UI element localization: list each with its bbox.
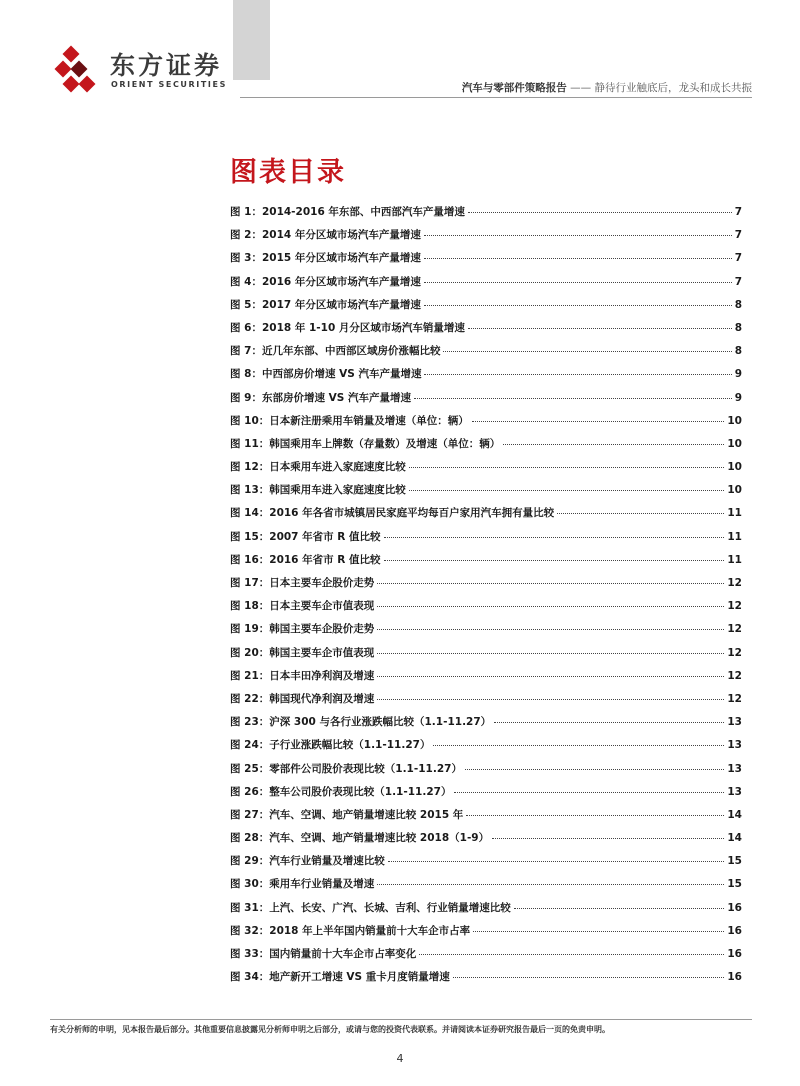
- orient-securities-logo-icon: [54, 44, 104, 94]
- toc-entry[interactable]: [230, 552, 742, 575]
- toc-entry-page: 11: [727, 507, 742, 520]
- toc-dot-leader: [465, 769, 724, 770]
- toc-dot-leader: [388, 861, 725, 862]
- toc-dot-leader: [492, 838, 724, 839]
- toc-entry-label: 图 12：日本乘用车进入家庭速度比较: [230, 461, 406, 474]
- toc-dot-leader: [384, 560, 725, 561]
- footer-disclaimer: 有关分析师的申明，见本报告最后部分。其他重要信息披露见分析师申明之后部分，或请与您的投资代表联系。并请阅读本证券研究报告最后一页的免责申明。: [50, 1025, 610, 1034]
- toc-entry[interactable]: [230, 297, 742, 320]
- toc-entry-page: 12: [727, 692, 742, 705]
- toc-dot-leader: [557, 513, 724, 514]
- toc-entry-label: 图 25：零部件公司股价表现比较（1.1-11.27）: [230, 762, 462, 775]
- toc-entry[interactable]: [230, 598, 742, 621]
- toc-entry-page: 16: [727, 971, 742, 984]
- toc-dot-leader: [468, 328, 732, 329]
- toc-entry-page: 10: [727, 484, 742, 497]
- toc-entry-label: 图 13：韩国乘用车进入家庭速度比较: [230, 484, 406, 497]
- header-separator: ——: [570, 82, 592, 94]
- toc-entry-page: 11: [727, 530, 742, 543]
- toc-entry-label: 图 11：韩国乘用车上牌数（存量数）及增速（单位：辆）: [230, 437, 501, 450]
- toc-entry[interactable]: [230, 761, 742, 784]
- toc-entry-page: 13: [727, 716, 742, 729]
- figure-toc-list: [230, 204, 742, 992]
- toc-dot-leader: [503, 444, 724, 445]
- toc-dot-leader: [384, 537, 725, 538]
- toc-entry[interactable]: [230, 830, 742, 853]
- toc-dot-leader: [377, 629, 724, 630]
- toc-entry-label: 图 21：日本丰田净利润及增速: [230, 669, 375, 682]
- toc-dot-leader: [443, 351, 731, 352]
- toc-entry-page: 12: [727, 646, 742, 659]
- toc-entry[interactable]: [230, 645, 742, 668]
- toc-dot-leader: [377, 699, 724, 700]
- toc-dot-leader: [424, 305, 732, 306]
- toc-entry-page: 7: [734, 206, 742, 218]
- toc-entry[interactable]: [230, 923, 742, 946]
- toc-dot-leader: [424, 374, 731, 375]
- toc-entry[interactable]: [230, 459, 742, 482]
- toc-dot-leader: [473, 931, 724, 932]
- toc-dot-leader: [377, 884, 724, 885]
- toc-entry-label: 图 31：上汽、长安、广汽、长城、吉利、行业销量增速比较: [230, 901, 511, 914]
- toc-entry-page: 9: [734, 368, 742, 381]
- toc-entry-label: 图 5：2017 年分区域市场汽车产量增速: [230, 298, 421, 311]
- toc-dot-leader: [514, 908, 725, 909]
- toc-entry[interactable]: [230, 227, 742, 250]
- toc-entry-page: 12: [727, 577, 742, 589]
- toc-entry-label: 图 3：2015 年分区域市场汽车产量增速: [230, 252, 421, 265]
- toc-dot-leader: [494, 722, 724, 723]
- toc-entry[interactable]: [230, 737, 742, 760]
- toc-entry-label: 图 14：2016 年各省市城镇居民家庭平均每百户家用汽车拥有量比较: [230, 507, 555, 520]
- logo-name-en: ORIENT SECURITIES: [111, 80, 227, 89]
- toc-entry-page: 8: [734, 321, 742, 334]
- toc-dot-leader: [472, 421, 725, 422]
- toc-entry-page: 9: [734, 391, 742, 404]
- page-number: 4: [396, 1052, 404, 1065]
- toc-entry[interactable]: [230, 969, 742, 992]
- toc-entry[interactable]: [230, 946, 742, 969]
- toc-entry-page: 14: [727, 832, 742, 845]
- toc-entry[interactable]: [230, 390, 742, 413]
- toc-dot-leader: [377, 653, 724, 654]
- toc-entry-page: 12: [727, 623, 742, 636]
- toc-entry[interactable]: [230, 505, 742, 528]
- toc-dot-leader: [377, 583, 724, 584]
- header-divider: [240, 97, 752, 98]
- toc-entry[interactable]: [230, 274, 742, 297]
- toc-entry-label: 图 27：汽车、空调、地产销量增速比较 2015 年: [230, 808, 464, 821]
- toc-dot-leader: [414, 398, 732, 399]
- toc-dot-leader: [377, 606, 724, 607]
- toc-entry-label: 图 32：2018 年上半年国内销量前十大车企市占率: [230, 924, 471, 937]
- toc-entry-label: 图 18：日本主要车企市值表现: [230, 600, 375, 613]
- toc-entry-label: 图 22：韩国现代净利润及增速: [230, 692, 375, 705]
- toc-entry-label: 图 4：2016 年分区域市场汽车产量增速: [230, 275, 421, 288]
- toc-entry[interactable]: [230, 714, 742, 737]
- company-logo: [54, 44, 227, 96]
- toc-entry-page: 16: [727, 948, 742, 960]
- toc-dot-leader: [409, 467, 725, 468]
- toc-entry-page: 7: [734, 229, 742, 242]
- toc-entry-label: 图 24：子行业涨跌幅比较（1.1-11.27）: [230, 739, 431, 752]
- toc-entry-page: 16: [727, 901, 742, 914]
- toc-entry[interactable]: [230, 853, 742, 876]
- toc-entry[interactable]: [230, 621, 742, 644]
- toc-title: 图表目录: [230, 157, 346, 188]
- toc-entry-page: 11: [727, 553, 742, 566]
- toc-entry[interactable]: [230, 900, 742, 923]
- toc-entry-page: 8: [734, 345, 742, 358]
- toc-entry-label: 图 20：韩国主要车企市值表现: [230, 646, 375, 659]
- toc-entry[interactable]: [230, 320, 742, 343]
- header-gray-tab: [233, 0, 270, 80]
- toc-entry-label: 图 16：2016 年省市 R 值比较: [230, 553, 381, 566]
- toc-entry-page: 10: [727, 437, 742, 450]
- toc-entry[interactable]: [230, 529, 742, 552]
- toc-entry-page: 16: [727, 924, 742, 937]
- toc-entry-page: 10: [727, 414, 742, 427]
- report-type: 汽车与零部件策略报告: [461, 82, 567, 94]
- toc-dot-leader: [468, 212, 732, 213]
- toc-entry-page: 13: [727, 762, 742, 775]
- toc-entry-label: 图 29：汽车行业销量及增速比较: [230, 855, 385, 868]
- toc-entry-label: 图 34：地产新开工增速 VS 重卡月度销量增速: [230, 971, 450, 984]
- toc-entry[interactable]: [230, 691, 742, 714]
- toc-entry-page: 7: [734, 252, 742, 265]
- toc-entry[interactable]: [230, 575, 742, 598]
- toc-entry-page: 13: [727, 739, 742, 752]
- toc-entry-label: 图 6：2018 年 1-10 月分区域市场汽车销量增速: [230, 321, 465, 334]
- toc-entry-page: 15: [727, 855, 742, 868]
- footer-divider: [50, 1019, 752, 1020]
- toc-entry-label: 图 1：2014-2016 年东部、中西部汽车产量增速: [230, 206, 465, 218]
- toc-dot-leader: [409, 490, 725, 491]
- toc-dot-leader: [433, 745, 724, 746]
- toc-entry-label: 图 19：韩国主要车企股价走势: [230, 623, 375, 636]
- toc-entry-label: 图 26：整车公司股价表现比较（1.1-11.27）: [230, 785, 452, 798]
- toc-entry[interactable]: [230, 876, 742, 899]
- toc-entry-label: 图 23：沪深 300 与各行业涨跌幅比较（1.1-11.27）: [230, 716, 492, 729]
- toc-entry-label: 图 28：汽车、空调、地产销量增速比较 2018（1-9）: [230, 832, 490, 845]
- toc-entry-label: 图 9：东部房价增速 VS 汽车产量增速: [230, 391, 411, 404]
- toc-entry[interactable]: [230, 807, 742, 830]
- toc-entry-page: 15: [727, 878, 742, 891]
- toc-entry[interactable]: [230, 250, 742, 273]
- toc-entry-page: 10: [727, 461, 742, 474]
- logo-name-cn: 东方证券: [110, 51, 223, 80]
- toc-entry-label: 图 33：国内销量前十大车企市占率变化: [230, 948, 417, 960]
- toc-entry-page: 12: [727, 600, 742, 613]
- toc-entry[interactable]: [230, 204, 742, 227]
- toc-dot-leader: [454, 792, 724, 793]
- toc-entry-page: 8: [734, 298, 742, 311]
- toc-entry-label: 图 7：近几年东部、中西部区域房价涨幅比较: [230, 345, 441, 358]
- toc-entry-page: 13: [727, 785, 742, 798]
- toc-entry-page: 12: [727, 669, 742, 682]
- toc-entry-label: 图 2：2014 年分区域市场汽车产量增速: [230, 229, 421, 242]
- toc-entry-label: 图 10：日本新注册乘用车销量及增速（单位：辆）: [230, 414, 469, 427]
- toc-dot-leader: [453, 977, 725, 978]
- toc-entry[interactable]: [230, 436, 742, 459]
- toc-dot-leader: [424, 258, 732, 259]
- toc-entry[interactable]: [230, 366, 742, 389]
- toc-dot-leader: [424, 282, 732, 283]
- report-header: [462, 80, 752, 95]
- toc-entry[interactable]: [230, 343, 742, 366]
- toc-dot-leader: [419, 954, 724, 955]
- toc-entry-label: 图 8：中西部房价增速 VS 汽车产量增速: [230, 368, 422, 381]
- toc-entry-label: 图 17：日本主要车企股价走势: [230, 577, 375, 589]
- toc-entry[interactable]: [230, 784, 742, 807]
- toc-entry-label: 图 15：2007 年省市 R 值比较: [230, 530, 381, 543]
- report-subtitle: 静待行业触底后，龙头和成长共振: [594, 82, 752, 94]
- toc-entry[interactable]: [230, 482, 742, 505]
- toc-entry-label: 图 30：乘用车行业销量及增速: [230, 878, 375, 891]
- toc-dot-leader: [424, 235, 732, 236]
- toc-entry-page: 7: [734, 275, 742, 288]
- toc-entry-page: 14: [727, 808, 742, 821]
- toc-dot-leader: [466, 815, 724, 816]
- toc-entry[interactable]: [230, 668, 742, 691]
- toc-dot-leader: [377, 676, 724, 677]
- toc-entry[interactable]: [230, 413, 742, 436]
